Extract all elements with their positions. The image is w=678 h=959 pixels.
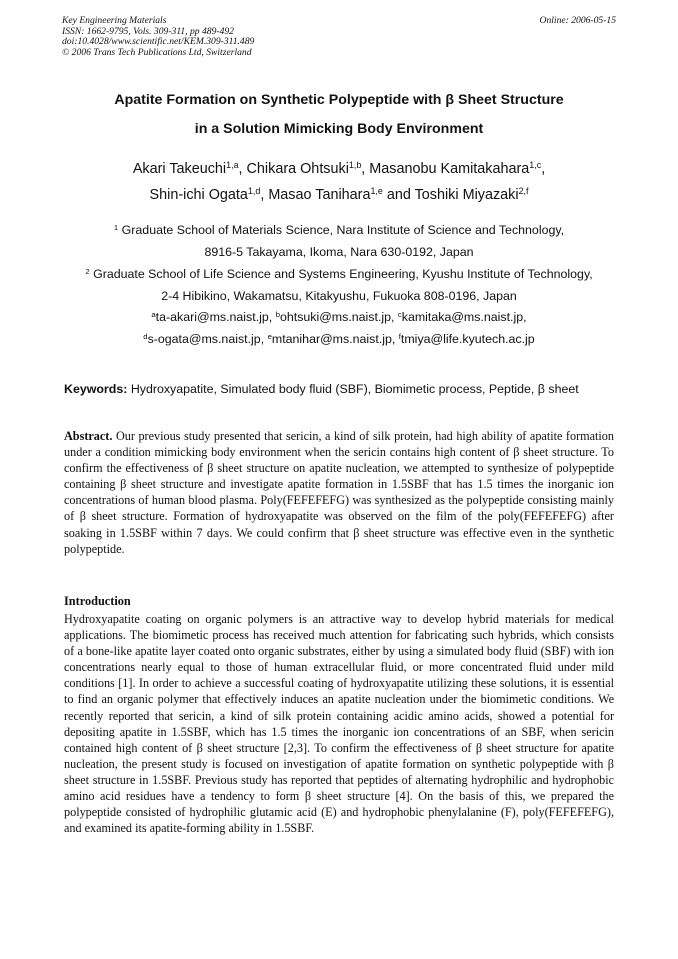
doi-line: doi:10.4028/www.scientific.net/KEM.309-311.489 (62, 36, 255, 48)
keywords-label: Keywords: (64, 382, 128, 396)
introduction-heading: Introduction (64, 594, 131, 608)
abstract-text: Our previous study presented that sericin, a kind of silk protein, had high ability of apatite formation under a condition mimicking body environment when the sericin contains high content of β sheet structure. To confirm the effectiveness of β sheet structure on apatite nucleation, we attempted to synthesize of polypeptide containing β sheet structure and investigate apatite formation in 1.5SBF that has 1.5 times the inorganic ion concentrations of human blood plasma. Poly(FEFEFEFG) was synthesized as the polypeptide consisting mainly of β sheet structure. Formation of hydroxyapatite was observed on the film of the poly(FEFEFEFG) after soaking in 1.5SBF within 7 days. We could confirm that β sheet structure was effective even in the synthetic polypeptide. (64, 429, 614, 556)
author-name: Masao Tanihara (268, 187, 371, 203)
affiliation-1-line-1 (40, 222, 638, 238)
email-a: ta-akari@ms.naist.jp (155, 310, 269, 324)
keywords-line (64, 381, 624, 397)
author-affiliation-mark: 1,b (348, 160, 362, 171)
affiliation-text: Graduate School of Life Science and Systems Engineering, Kyushu Institute of Technology, (93, 267, 593, 281)
author-name: Chikara Ohtsuki (246, 161, 349, 177)
affiliation-1-line-2: 8916-5 Takayama, Ikoma, Nara 630-0192, Japan (204, 245, 474, 259)
author-list-line-2: Shin-ichi Ogata$^{1,d}$, Masao Tanihara$^{1,e}$ and Toshiki Miyazaki$^{2,f}$ (149, 186, 529, 203)
email-mark: c (397, 309, 402, 319)
abstract (64, 428, 614, 557)
email-c: kamitaka@ms.naist.jp (401, 310, 524, 324)
author-affiliation-mark: 1,e (370, 186, 383, 197)
affiliation-2-line-2: 2-4 Hibikino, Wakamatsu, Kitakyushu, Fukuoka 808-0196, Japan (161, 289, 517, 303)
author-affiliation-mark: 1,d (247, 186, 261, 197)
email-mark: a (151, 309, 156, 319)
journal-name: Key Engineering Materials (62, 15, 167, 26)
email-b: ohtsuki@ms.naist.jp (279, 310, 392, 324)
email-mark: f (398, 331, 401, 341)
paper-title-line-1: Apatite Formation on Synthetic Polypeptide with β Sheet Structure (114, 92, 564, 108)
email-e: mtanihar@ms.naist.jp (271, 332, 392, 346)
affiliation-number: 1 (113, 222, 119, 232)
author-name: Akari Takeuchi (132, 161, 227, 177)
affiliation-number: 2 (85, 266, 90, 276)
author-affiliation-mark: 1,a (226, 160, 239, 171)
email-mark: d (143, 331, 148, 341)
author-list-line-1: Akari Takeuchi$^{1,a}$, Chikara Ohtsuki$^{1,b}$, Masanobu Kamitakahara$^{1,c}$, (132, 160, 546, 177)
email-line-1: $^a$ta-akari@ms.naist.jp, $^b$ohtsuki@ms.naist.jp, $^c$kamitaka@ms.naist.jp, (151, 309, 527, 324)
introduction-text: Hydroxyapatite coating on organic polymers is an attractive way to develop hybrid materials for medical applications. The biomimetic process has received much attention for fabricating such hybrids, which consists of a bone-like apatite layer coated onto organic substrates, either by using a simulated body fluid (SBF) with ion concentrations nearly equal to those of human extracellular fluid, or more concentrated fluid under mild conditions [1]. In order to achieve a successful coating of hydroxyapatite utilizing these solutions, it is essential to find an organic polymer that effectively induces an apatite nucleation under the biomimetic conditions. We recently reported that sericin, a kind of silk protein containing acidic amino acids, showed a potential for depositing apatite in 1.5SBF, which has 1.5 times the inorganic ion concentrations of an SBF, when sericin contained high content of β sheet structure [2,3]. To confirm the effectiveness of β sheet structure for apatite nucleation, the present study is focused on investigation of apatite formation on synthetic polypeptide with β sheet structure in 1.5SBF. Previous study has reported that peptides of alternating hydrophilic and hydrophobic amino acid residues have a tendency to form β sheet structure [4]. On the basis of this, we prepared the polypeptide consisted of hydrophilic glutamic acid (E) and hydrophobic phenylalanine (F), poly(FEFEFEFG), and examined its apatite-forming ability in 1.5SBF. (64, 612, 614, 836)
email-f: tmiya@life.kyutech.ac.jp (400, 332, 535, 346)
email-line-2: $^d$s-ogata@ms.naist.jp, $^e$mtanihar@ms.naist.jp, $^f$tmiya@life.kyutech.ac.jp (143, 331, 535, 346)
abstract-label: Abstract. (64, 429, 113, 443)
email-d: s-ogata@ms.naist.jp (147, 332, 261, 346)
email-mark: e (267, 331, 272, 341)
journal-header (62, 16, 618, 58)
email-mark: b (275, 309, 280, 319)
copyright-line: © 2006 Trans Tech Publications Ltd, Switzerland (62, 46, 252, 58)
author-name: Toshiki Miyazaki (414, 187, 519, 203)
affiliation-text: Graduate School of Materials Science, Nara Institute of Science and Technology, (121, 223, 565, 237)
keywords-text: Hydroxyapatite, Simulated body fluid (SBF), Biomimetic process, Peptide, β sheet (130, 382, 579, 396)
author-name: Shin-ichi Ogata (149, 187, 248, 203)
paper-title-line-2: in a Solution Mimicking Body Environment (194, 121, 484, 137)
online-date: Online: 2006-05-15 (539, 15, 616, 26)
author-affiliation-mark: 2,f (518, 186, 529, 197)
author-affiliation-mark: 1,c (529, 160, 542, 171)
author-name: Masanobu Kamitakahara (369, 161, 530, 177)
issn-line: ISSN: 1662-9795, Vols. 309-311, pp 489-492 (62, 25, 234, 37)
affiliation-2-line-1 (40, 266, 638, 282)
